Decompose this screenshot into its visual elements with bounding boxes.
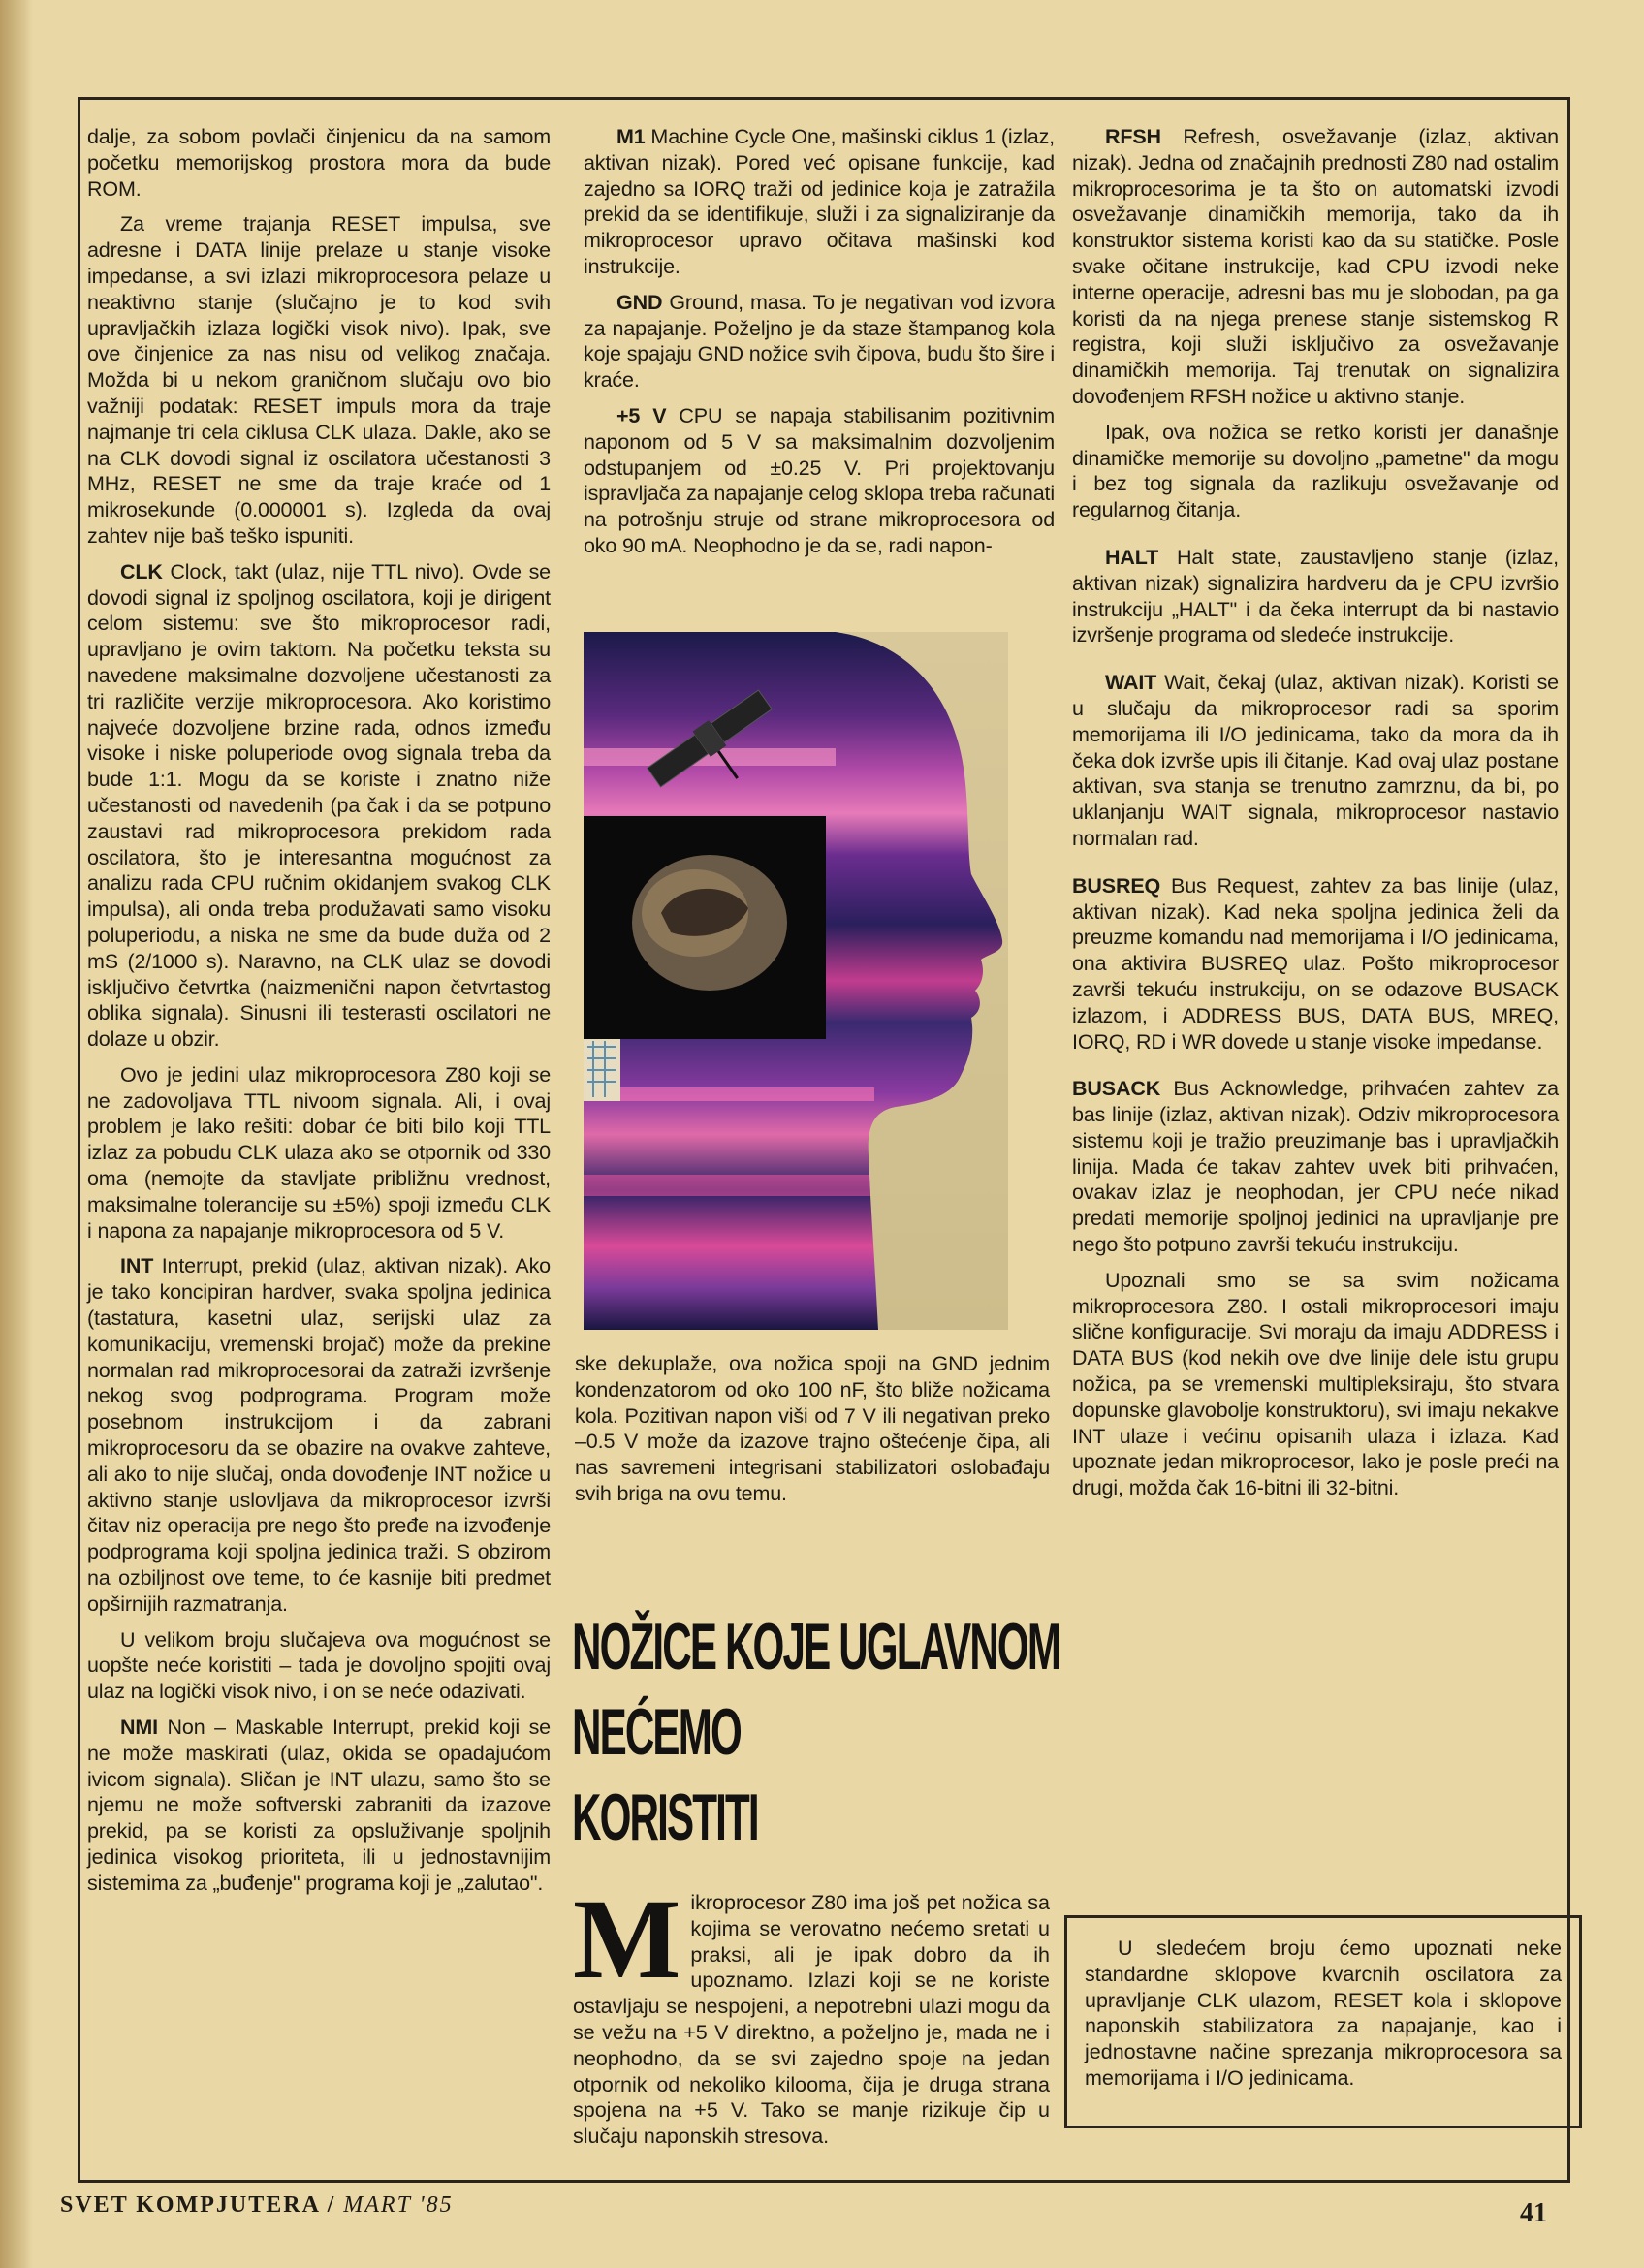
paragraph: dalje, za sobom povlači činjenicu da na samom početku memorijskog prostora mora da bude ROM. <box>87 125 551 201</box>
head-silhouette-illustration <box>584 632 1008 1330</box>
term-int: INT <box>120 1254 154 1278</box>
paragraph: Upoznali smo se sa svim nožicama mikroprocesora Z80. I ostali mikroprocesori imaju slične konfiguracije. Svi moraju da imaju ADDRESS i DATA BUS (kod nekih ove dve linije dele istu grupu nožica, pa se vremenski multipleksiraju, što stvara dopunske glavobolje konstruktoru), svi imaju nekakve INT ulaze i većinu opisanih ulaza i izlaza. Kad upoznate jedan mikroprocesor, lako je posle preći na drugi, možda čak 16-bitni ili 32-bitni. <box>1072 1268 1559 1500</box>
section-headline <box>572 1604 1060 1860</box>
page-number: 41 <box>1520 2198 1547 2228</box>
term-nmi: NMI <box>120 1716 158 1740</box>
term-halt: HALT <box>1105 545 1159 569</box>
term-m1-text: Machine Cycle One, mašinski ciklus 1 (izlaz, aktivan nizak). Pored već opisane funkcije, kad zajedno sa IORQ traži od jedinice koja je zatražila prekid da se identifikuje, služi i za signaliziranje da mikroprocesor upravo očitava mašinski kod instrukcije. <box>584 125 1055 278</box>
headline-line: NOŽICE KOJE UGLAVNOM <box>572 1610 1060 1684</box>
issue-date: MART '85 <box>335 2192 454 2218</box>
paragraph <box>1072 873 1559 1055</box>
paragraph <box>87 559 551 1053</box>
column-right <box>1072 124 1559 1511</box>
paragraph <box>584 403 1055 559</box>
term-nmi-text: Non – Maskable Interrupt, prekid koji se ne može maskirati (ulaz, okida se opadajućom ivicom signala). Sličan je INT ulazu, samo što se njemu ne može softverski zabraniti da izazove prekid, pa se koristi za opsluživanje spoljnih jedinica visokog prioriteta, ili u jednostavnijim sistemima za „buđenje" programa koji je „zalutao". <box>87 1716 551 1895</box>
term-rfsh: RFSH <box>1105 125 1161 148</box>
paragraph <box>1072 545 1559 648</box>
magazine-footer <box>60 2192 454 2219</box>
term-clk-text: Clock, takt (ulaz, nije TTL nivo). Ovde se dovodi signal iz spoljnog oscilatora, koji je dirigent celom sistemu: sve što mikroprocesor radi, upravljano je ovim taktom. Na početku teksta su navedene maksimalne dozvoljene učestanosti za tri različite verzije mikroprocesora. Ako koristimo najveće dozvoljene brzine rada, odnos između visoke i niske poluperiode ovog signala treba da bude 1:1. Mogu da se koriste i znatno niže učestanosti od navedenih (pa čak i da se potpuno zaustavi rad mikroprocesora prekidom rada oscilatora, što je interesantna mogućnost za analizu rada CPU ručnim okidanjem svakog CLK impulsa), ali onda treba produžavati samo visoku poluperiodu, a niska ne sme da bude duža od 2 mS (2/1000 s). Naravno, na CLK ulaz se dovodi isključivo četvrtka (naizmenični napon četvrtastog oblika signala). Sinusni ili testerasti oscilatori ne dolaze u obzir. <box>87 559 551 1052</box>
paragraph <box>584 290 1055 394</box>
note-text: U sledećem broju ćemo upoznati neke standardne sklopove kvarcnih oscilatora za upravljanje CLK ulazom, RESET kola i sklopove naponskih stabilizatora za napajanje, kao i jednostavne načine sprezanja mikroprocesora sa memorijama i I/O jedinicama. <box>1085 1937 1562 2090</box>
paragraph <box>87 1253 551 1617</box>
dropcap: M <box>573 1875 681 2002</box>
paragraph <box>1072 1076 1559 1258</box>
paragraph <box>87 1715 551 1897</box>
term-gnd-text: Ground, masa. To je negativan vod izvora za napajanje. Poželjno je da staze štampanog kola koje spajaju GND nožice svih čipova, budu što šire i kraće. <box>584 290 1055 393</box>
next-issue-note <box>1064 1915 1582 2128</box>
term-clk: CLK <box>120 559 163 583</box>
term-gnd: GND <box>616 290 663 314</box>
headline-line: KORISTITI <box>572 1780 758 1854</box>
paragraph: Za vreme trajanja RESET impulsa, sve adresne i DATA linije prelaze u stanje visoke impedanse, a svi izlazi mikroprocesora pelaze u neaktivno stanje (slučajno je to kod svih upravljačkih izlaza logički visok nivo). Ipak, sve ove činjenice za nas nisu od velikog značaja. Možda bi u nekom graničnom slučaju ovo bio važniji podatak: RESET impuls mora da traje najmanje tri cela ciklusa CLK ulaza. Dakle, ako se na CLK dovodi signal iz oscilatora učestanosti 3 MHz, RESET ne sme da traje kraće od 1 mikrosekunde (0.000001 s). Izgleda da ovaj zahtev nije baš teško ispuniti. <box>87 212 551 548</box>
column-left <box>87 124 551 1906</box>
paragraph <box>1072 124 1559 410</box>
headline-line: NEĆEMO <box>572 1695 741 1769</box>
paragraph: ske dekuplaže, ova nožica spoji na GND jednim kondenzatorom od oko 100 nF, što bliže nožicama kola. Pozitivan napon viši od 7 V ili negativan preko –0.5 V može da izazove trajno oštećenje čipa, ali nas savremeni integrisani stabilizatori oslobađaju svih briga na ovu temu. <box>575 1352 1050 1505</box>
term-halt-text: Halt state, zaustavljeno stanje (izlaz, aktivan nizak) signalizira hardveru da je CPU izvršio instrukciju „HALT" i da čeka interrupt da bi nastavio izvršenje programa od sledeće instrukcije. <box>1072 545 1559 647</box>
term-m1: M1 <box>616 125 646 148</box>
term-busreq-text: Bus Request, zahtev za bas linije (ulaz, aktivan nizak). Kad neka spoljna jedinica želi da preuzme komandu nad memorijama i I/O jedinicama, ona aktivira BUSREQ ulaz. Pošto mikroprocesor završi tekuću instrukciju, on se odazove BUSACK izlazom, i ADDRESS BUS, DATA BUS, MREQ, IORQ, RD i WR dovede u stanje visoke impedanse. <box>1072 873 1559 1054</box>
term-rfsh-text: Refresh, osvežavanje (izlaz, aktivan nizak). Jedna od značajnih prednosti Z80 nad ostalim mikroprocesorima je ta što on automatski izvodi osvežavanje dinamičkih memorija, tako da ih konstruktor sistema koristi kao da su statičke. Posle svake očitane instrukcije, kad CPU izvodi neke interne operacije, adresni bas mu je slobodan, pa ga koristi da na njega prenese stanje sistemskog R registra, koji služi isključivo za osvežavanje dinamičkih memorija. Taj trenutak on signalizira dovođenjem RFSH nožice u aktivno stanje. <box>1072 125 1559 408</box>
section-intro <box>573 1875 1050 2150</box>
term-wait: WAIT <box>1105 671 1157 695</box>
term-5v-text: CPU se napaja stabilisanim pozitivnim naponom od 5 V sa maksimalnim dozvoljenim odstupanjem od ±0.25 V. Pri projektovanju ispravljača za napajanje celog sklopa treba računati na potrošnju struje od strane mikroprocesora od oko 90 mA. Neophodno je da se, radi napon- <box>584 403 1055 557</box>
column-middle-top <box>584 124 1055 569</box>
intro-text: ikroprocesor Z80 ima još pet nožica sa kojima se verovatno nećemo sretati u praksi, ali je ipak dobro da ih upoznamo. Izlazi koji se ne koriste ostavljaju se nespojeni, a nepotrebni ulazi mogu da se vežu na +5 V direktno, a poželjno je, mada ne i neophodno, da se svi zajedno spoje na jedan otpornik od nekoliko kilooma, čija je druga strana spojena na +5 V. Tako se manje rizikuje čip u slučaju naponskih stresova. <box>573 1891 1050 2149</box>
term-busreq: BUSREQ <box>1072 873 1161 898</box>
term-busack-text: Bus Acknowledge, prihvaćen zahtev za bas linije (izlaz, aktivan nizak). Odziv mikroprocesora sistemu koji je tražio preuzimanje bas i upravljačkih linija. Mada će takav zahtev uvek biti prihvaćen, ovakav izlaz je neophodan, jer CPU neće nikad predati memorije spoljnoj jedinici na upravljanje pre nego što potpuno završi tekuću instrukciju. <box>1072 1077 1559 1257</box>
term-int-text: Interrupt, prekid (ulaz, aktivan nizak). Ako je tako koncipiran hardver, svaka spoljna jedinica (tastatura, kasetni ulaz, serijski ulaz za komunikaciju, vremenski brojač) može da prekine normalan rad mikroprocesorai da zatraži izvršenje nekog svog podprograma. Program može posebnom instrukcijom i da zabrani mikroprocesoru da se obazire na ovakve zahteve, ali ako to nije slučaj, onda dovođenje INT nožice u aktivno stanje uslovljava da mikroprocesor izvrši čitav niz operacija pre nego što pređe na izvođenje podprograma koji spoljna jedinica traži. S obzirom na ozbiljnost ove teme, to će kasnije biti predmet opširnijih razmatranja. <box>87 1254 551 1616</box>
paragraph <box>1072 670 1559 852</box>
paragraph: U velikom broju slučajeva ova mogućnost se uopšte neće koristiti – tada je dovoljno spojiti ovaj ulaz na logički visok nivo, i on se neće odazivati. <box>87 1627 551 1704</box>
paragraph: Ipak, ova nožica se retko koristi jer današnje dinamičke memorije su dovoljno „pametne" da mogu i bez tog signala da razlikuju osvežavanje od regularnog čitanja. <box>1072 420 1559 522</box>
magazine-name: SVET KOMPJUTERA / <box>60 2192 336 2218</box>
paragraph: Ovo je jedini ulaz mikroprocesora Z80 koji se ne zadovoljava TTL nivoom signala. Ali, i ovaj problem je lako rešiti: dobar će biti bilo koji TTL izlaz za pobudu CLK ulaza ako se otpornik od 330 oma (nemojte da stavljate približnu vrednost, maksimalne tolerancije su ±5%) spoji između CLK i napona za napajanje mikroprocesora od 5 V. <box>87 1062 551 1243</box>
column-middle-bottom <box>575 1351 1050 1517</box>
paragraph <box>584 124 1055 280</box>
page-spine-shadow <box>0 0 33 2268</box>
term-5v: +5 V <box>616 403 667 427</box>
term-busack: BUSACK <box>1072 1077 1161 1101</box>
term-wait-text: Wait, čekaj (ulaz, aktivan nizak). Koristi se u slučaju da mikroprocesor radi sa sporim memorijama ili I/O jedinicama, tako da mora da ih čeka dok izvrše upis ili čitanje. Kad ovaj ulaz postane aktivan, sva stanja se trenutno zamrznu, da bi, po uklanjanju WAIT signala, mikroprocesor nastavio normalan rad. <box>1072 671 1559 850</box>
